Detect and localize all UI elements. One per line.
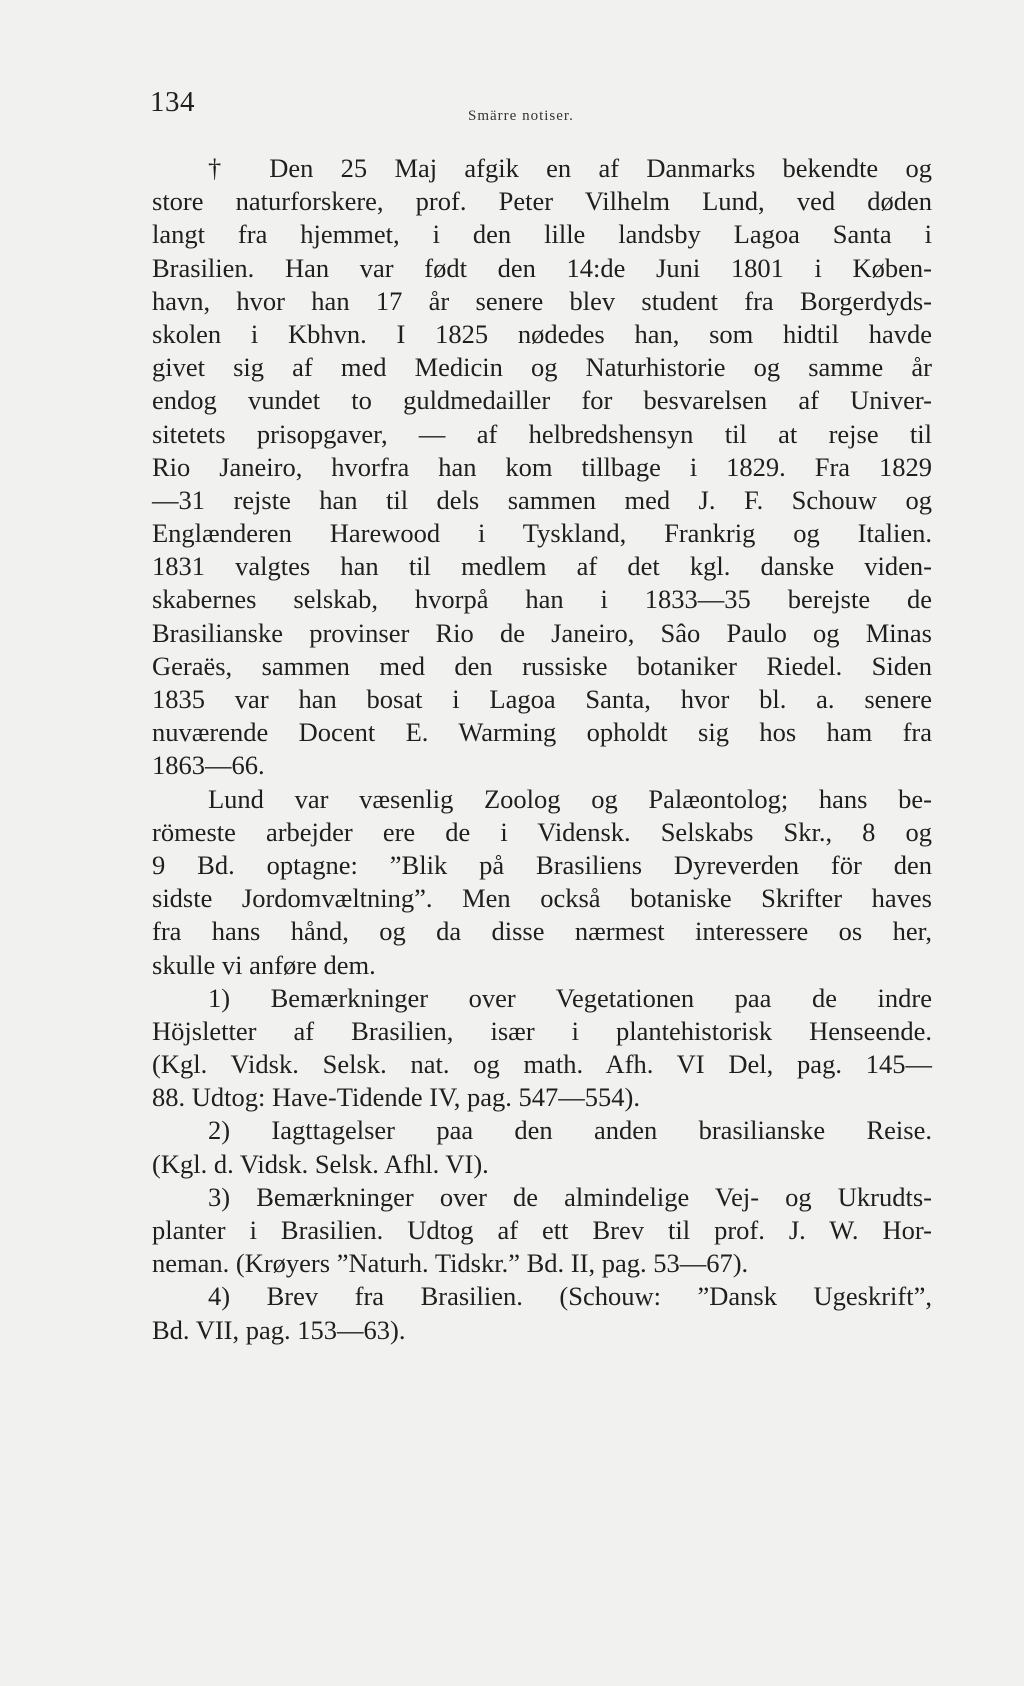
bibliography-item-3 bbox=[152, 1181, 932, 1281]
text-line: langt fra hjemmet, i den lille landsby Lagoa Santa i bbox=[152, 219, 932, 250]
body-text bbox=[152, 152, 932, 1347]
text-line: römeste arbejder ere de i Vidensk. Selskabs Skr., 8 og bbox=[152, 816, 932, 847]
text-line: 1863—66. bbox=[152, 750, 265, 781]
text-line: 2) Iagttagelser paa den anden brasilianske Reise. bbox=[208, 1115, 932, 1146]
text-line: fra hans hånd, og da disse nærmest interessere os her, bbox=[152, 916, 932, 947]
text-line: 88. Udtog: Have-Tidende IV, pag. 547—554). bbox=[152, 1082, 640, 1113]
text-line: Englænderen Harewood i Tyskland, Frankrig og Italien. bbox=[152, 518, 932, 549]
bibliography-item-4 bbox=[152, 1280, 932, 1346]
text-line: Rio Janeiro, hvorfra han kom tillbage i 1829. Fra 1829 bbox=[152, 451, 932, 482]
text-line: (Kgl. d. Vidsk. Selsk. Afhl. VI). bbox=[152, 1148, 489, 1179]
text-line: 1835 var han bosat i Lagoa Santa, hvor bl. a. senere bbox=[152, 684, 932, 714]
text-line: havn, hvor han 17 år senere blev student fra Borgerdyds- bbox=[152, 285, 932, 316]
text-line: givet sig af med Medicin og Naturhistorie og samme år bbox=[152, 352, 932, 383]
text-line: † Den 25 Maj afgik en af Danmarks bekendte og bbox=[208, 153, 932, 183]
running-title: Smärre notiser. bbox=[468, 108, 574, 124]
text-line: —31 rejste han til dels sammen med J. F. Schouw og bbox=[152, 484, 932, 515]
text-line: (Kgl. Vidsk. Selsk. nat. og math. Afh. VI Del, pag. 145— bbox=[152, 1049, 932, 1080]
text-line: Höjsletter af Brasilien, især i plantehistorisk Henseende. bbox=[152, 1015, 932, 1046]
text-line: Brasilien. Han var født den 14:de Juni 1801 i Køben- bbox=[152, 252, 932, 283]
text-line: store naturforskere, prof. Peter Vilhelm Lund, ved døden bbox=[152, 186, 932, 217]
text-line: Brasilianske provinser Rio de Janeiro, Sâo Paulo og Minas bbox=[152, 617, 932, 648]
text-line: Bd. VII, pag. 153—63). bbox=[152, 1314, 406, 1345]
bibliography-item-2 bbox=[152, 1114, 932, 1180]
text-line: sidste Jordomvæltning”. Men också botaniske Skrifter haves bbox=[152, 883, 932, 914]
text-line: 4) Brev fra Brasilien. (Schouw: ”Dansk Ugeskrift”, bbox=[208, 1281, 932, 1312]
paragraph-works-intro bbox=[152, 783, 932, 982]
text-line: endog vundet to guldmedailler for besvarelsen af Univer- bbox=[152, 385, 932, 416]
running-head bbox=[150, 86, 930, 126]
text-line: nuværende Docent E. Warming opholdt sig hos ham fra bbox=[152, 717, 932, 748]
paragraph-obituary bbox=[152, 152, 932, 783]
text-line: Lund var væsenlig Zoolog og Palæontolog; hans be- bbox=[208, 783, 932, 814]
text-line: sitetets prisopgaver, — af helbredshensyn til at rejse til bbox=[152, 418, 932, 449]
bibliography-item-1 bbox=[152, 982, 932, 1115]
text-line: 1) Bemærkninger over Vegetationen paa de indre bbox=[208, 982, 932, 1013]
text-line: skolen i Kbhvn. I 1825 nødedes han, som hidtil havde bbox=[152, 318, 932, 349]
text-line: planter i Brasilien. Udtog af ett Brev til prof. J. W. Hor- bbox=[152, 1215, 932, 1245]
text-line: Geraës, sammen med den russiske botaniker Riedel. Siden bbox=[152, 650, 932, 681]
text-line: 3) Bemærkninger over de almindelige Vej- og Ukrudts- bbox=[208, 1181, 932, 1212]
text-line: 9 Bd. optagne: ”Blik på Brasiliens Dyreverden för den bbox=[152, 849, 932, 880]
text-line: skabernes selskab, hvorpå han i 1833—35 berejste de bbox=[152, 584, 932, 615]
page-number: 134 bbox=[150, 86, 195, 118]
text-line: skulle vi anføre dem. bbox=[152, 949, 376, 980]
text-line: neman. (Krøyers ”Naturh. Tidskr.” Bd. II, pag. 53—67). bbox=[152, 1248, 749, 1279]
text-line: 1831 valgtes han til medlem af det kgl. danske viden- bbox=[152, 551, 932, 582]
